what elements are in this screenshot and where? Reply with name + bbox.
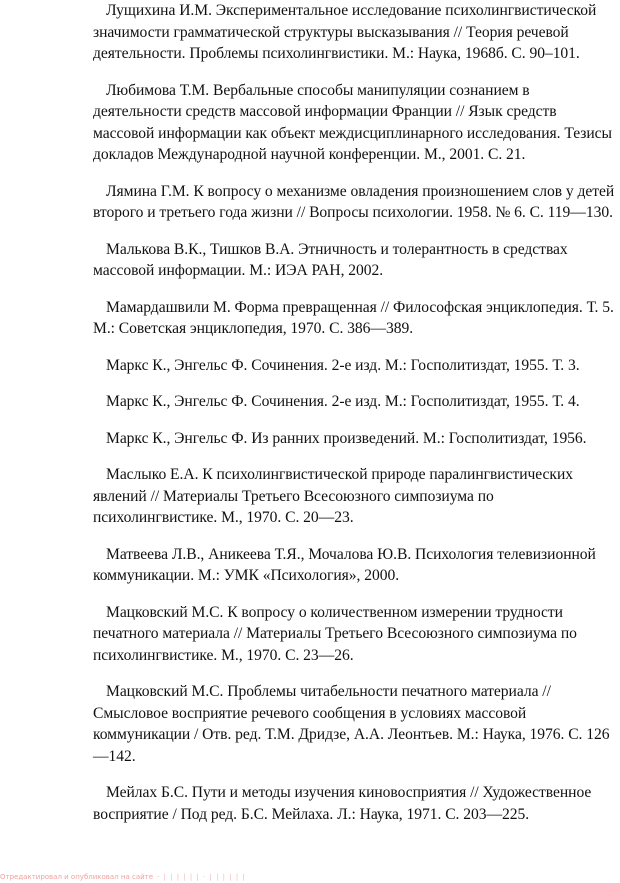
bibliography-entry: Маркс К., Энгельс Ф. Из ранних произведений. М.: Госполитиздат, 1956. (106, 429, 587, 447)
bibliography-entry: Маркс К., Энгельс Ф. Сочинения. 2-е изд. М.: Госполитиздат, 1955. Т. 4. (106, 393, 580, 410)
bibliography-entry: Матвеева Л.В., Аникеева Т.Я., Мочалова Ю.В. Психология телевизионной коммуникации. М.: УМК «Психология», 2000. (93, 545, 596, 584)
bibliography-entry: Маркс К., Энгельс Ф. Сочинения. 2-е изд. М.: Госполитиздат, 1955. Т. 3. (106, 356, 580, 374)
bibliography-entry: Мацковский М.С. К вопросу о количественном измерении трудности печатного материала // Материалы Третьего Всесоюзного симпозиума по психолингвистике. М., 1970. С. 23—26. (93, 603, 577, 664)
bibliography-entry: Лямина Г.М. К вопросу о механизме овладения произношением слов у детей второго и третьего года жизни // Вопросы психологии. 1958. № 6. С. 119—130. (93, 182, 615, 221)
footer-ticks: · | | | | | | · | | | | | | (157, 873, 246, 881)
bibliography-entry: Мацковский М.С. Проблемы читабельности печатного материала // Смысловое восприятие речевого сообщения в условиях массовой коммуникации / Отв. ред. Т.М. Дридзе, А.А. Леонтьев. М.: Наука, 1976. С. 126—142. (93, 683, 610, 765)
bibliography-list (93, 0, 618, 840)
bibliography-entry: Мамардашвили М. Форма превращенная // Философская энциклопедия. Т. 5. М.: Советская энциклопедия, 1970. С. 386—389. (93, 298, 614, 337)
bibliography-entry: Мейлах Б.С. Пути и методы изучения киновосприятия // Художественное восприятие / Под ред. Б.С. Мейлаха. Л.: Наука, 1971. С. 203—225. (93, 784, 592, 823)
bibliography-entry: Маслыко Е.А. К психолингвистической природе паралингвистических явлений // Материалы Третьего Всесоюзного симпозиума по психолингвистике. М., 1970. С. 20—23. (93, 466, 573, 526)
bibliography-entry: Малькова В.К., Тишков В.А. Этничность и толерантность в средствах массовой информации. М.: ИЭА РАН, 2002. (93, 240, 568, 279)
footer-watermark (0, 871, 620, 883)
bibliography-entry: Любимова Т.М. Вербальные способы манипуляции сознанием в деятельности средств массовой информации Франции // Язык средств массовой информации как объект междисциплинарного исследования. Тезисы докладов Международной научной конференции. М., 2001. С. 21. (93, 81, 612, 163)
bibliography-entry: Лущихина И.М. Экспериментальное исследование психолингвистической значимости грамматической структуры высказывания // Теория речевой деятельности. Проблемы психолингвистики. М.: Наука, 1968б. С. 90–101. (93, 2, 597, 62)
footer-text: Отредактировал и опубликовал на сайте (0, 873, 154, 881)
